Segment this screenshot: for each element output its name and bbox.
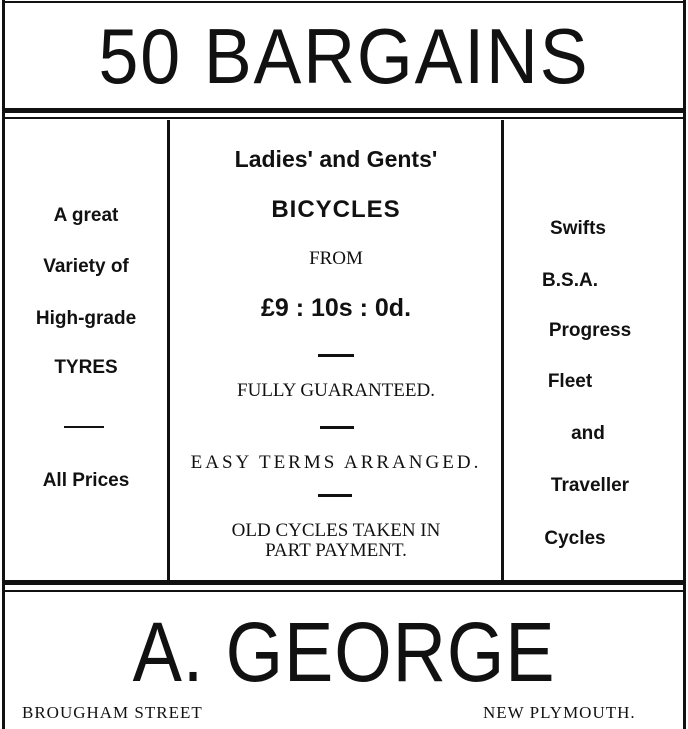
headline-rule xyxy=(4,108,684,113)
right-line-5: and xyxy=(571,423,605,444)
right-line-1: Swifts xyxy=(550,218,606,239)
merchant-name: A. GEORGE xyxy=(132,605,556,699)
right-line-7: Cycles xyxy=(544,528,606,549)
top-border xyxy=(2,1,686,3)
left-line-3: High-grade xyxy=(35,308,137,329)
center-price: £9 : 10s : 0d. xyxy=(260,294,412,322)
center-old-cycles-2: PART PAYMENT. xyxy=(265,540,407,561)
center-bicycles: BICYCLES xyxy=(271,196,401,223)
footer-rule-thin xyxy=(4,590,684,592)
left-line-4: TYRES xyxy=(54,357,118,378)
footer-rule xyxy=(4,580,684,585)
center-ladies-gents: Ladies' and Gents' xyxy=(234,146,438,172)
right-line-2: B.S.A. xyxy=(542,270,598,291)
right-line-6: Traveller xyxy=(550,475,630,496)
right-line-4: Fleet xyxy=(547,371,593,392)
left-divider-dash xyxy=(64,426,104,428)
column-divider-right xyxy=(501,120,504,582)
left-line-1: A great xyxy=(53,205,119,226)
address-street: BROUGHAM STREET xyxy=(22,703,203,722)
right-line-3: Progress xyxy=(548,320,632,341)
left-footer: All Prices xyxy=(42,470,130,491)
center-old-cycles-1: OLD CYCLES TAKEN IN xyxy=(231,520,441,541)
center-terms: EASY TERMS ARRANGED. xyxy=(190,452,482,473)
left-line-2: Variety of xyxy=(43,256,129,277)
address-town: NEW PLYMOUTH. xyxy=(483,703,636,722)
headline-rule-thin xyxy=(4,117,684,119)
column-divider-left xyxy=(167,120,170,582)
center-guarantee: FULLY GUARANTEED. xyxy=(237,380,435,401)
center-dash-2 xyxy=(320,426,354,429)
center-from: FROM xyxy=(309,248,363,269)
center-dash-1 xyxy=(318,354,354,357)
center-dash-3 xyxy=(318,494,352,497)
headline: 50 BARGAINS xyxy=(98,12,590,100)
